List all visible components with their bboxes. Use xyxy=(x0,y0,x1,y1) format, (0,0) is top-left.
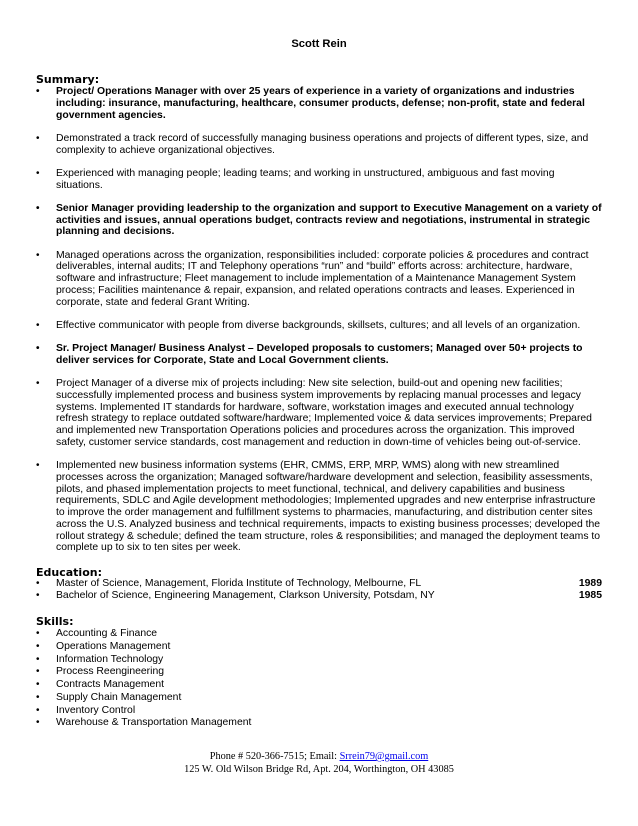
summary-item: • Experienced with managing people; leading teams; and working in unstructured, ambiguous and fast moving situations. xyxy=(36,168,602,192)
education-degree: • Bachelor of Science, Engineering Management, Clarkson University, Potsdam, NY xyxy=(56,590,435,602)
contact-footer xyxy=(0,750,638,776)
skill-item: • Information Technology xyxy=(36,654,602,666)
skills-list xyxy=(36,628,602,729)
education-year: 1989 xyxy=(578,577,602,589)
summary-item: • Demonstrated a track record of successfully managing business operations and projects of different types, size, and complexity to achieve organizational objectives. xyxy=(36,133,602,157)
summary-item: • Senior Manager providing leadership to the organization and support to Executive Management on a variety of activities and issues, annual operations budget, contracts review and negotiations, instrumental in strategic planning and decisions. xyxy=(36,203,602,238)
education-item xyxy=(36,578,602,590)
phone-text: Phone # 520-366-7515; Email: xyxy=(209,751,340,762)
skill-item: • Supply Chain Management xyxy=(36,692,602,704)
education-degree: • Master of Science, Management, Florida Institute of Technology, Melbourne, FL xyxy=(56,577,422,589)
skill-item: • Accounting & Finance xyxy=(36,628,602,640)
summary-item: • Sr. Project Manager/ Business Analyst – Developed proposals to customers; Managed over 50+ projects to deliver services for Corporate, State and Local Government clients. xyxy=(36,343,602,367)
education-heading: Education: xyxy=(36,565,102,579)
skill-item: • Contracts Management xyxy=(36,679,602,691)
summary-item: • Effective communicator with people from diverse backgrounds, skillsets, cultures; and all levels of an organization. xyxy=(36,320,602,332)
summary-item: • Managed operations across the organization, responsibilities included: corporate policies & procedures and contract deliverables, internal audits; IT and Telephony operations “run” and “build” efforts across: architecture, hardware, software and infrastructure; Fleet management to include implementation of a Maintenance Management System process; Facilities maintenance & repair, expansion, and related operations contracts and leases. Experienced in corporate, state and federal Grant Writing. xyxy=(36,250,602,309)
education-list xyxy=(36,578,602,603)
summary-heading: Summary: xyxy=(36,73,100,86)
address-line: 125 W. Old Wilson Bridge Rd, Apt. 204, Worthington, OH 43085 xyxy=(184,764,454,775)
education-year: 1985 xyxy=(578,590,602,602)
resume-page xyxy=(36,38,602,730)
summary-item: • Project Manager of a diverse mix of projects including: New site selection, build-out and opening new facilities; successfully implemented process and business system improvements by replacing manual processes and legacy systems. Implemented IT standards for hardware, software, workstation images and executed annual technology refresh strategy to replace outdated software/hardware; Implemented voice & data services improvements; Prepared and implemented new Transportation Operations policies and procedures across the organization. This improved safety, customer service standards, cost management and reduction in down-time of vehicles being out-of-service. xyxy=(36,378,602,449)
summary-item: • Implemented new business information systems (EHR, CMMS, ERP, MRP, WMS) along with new streamlined processes across the organization; Managed software/hardware development and selection, feasibility assessments, pilots, and phased implementation projects to meet functional, technical, and delivery capabilities and business requirements, SDLC and Agile development methodologies; Implemented upgrades and new enterprise infrastructure to improve the order management and fulfillment systems to pharmacies, manufacturing, and distribution center sites across the U.S. Analyzed business and technical requirements, impacts to existing business processes; developed the rollout strategy & schedule; defined the team structure, roles & responsibilities; and managed the deployment teams to complete up to six to ten sites per week. xyxy=(36,460,602,554)
email-link[interactable]: Srrein79@gmail.com xyxy=(339,751,429,762)
skill-item: • Process Reengineering xyxy=(36,666,602,678)
skill-item: • Operations Management xyxy=(36,641,602,653)
skill-item: • Warehouse & Transportation Management xyxy=(36,717,602,729)
summary-list xyxy=(36,86,602,554)
education-item xyxy=(36,590,602,602)
resume-name: Scott Rein xyxy=(291,38,347,50)
contact-line xyxy=(0,750,638,763)
skills-heading: Skills: xyxy=(36,615,74,629)
skill-item: • Inventory Control xyxy=(36,705,602,717)
summary-item: • Project/ Operations Manager with over 25 years of experience in a variety of organizations and industries including: insurance, manufacturing, healthcare, consumer products, defense; non-profit, state and federal government agencies. xyxy=(36,86,602,121)
